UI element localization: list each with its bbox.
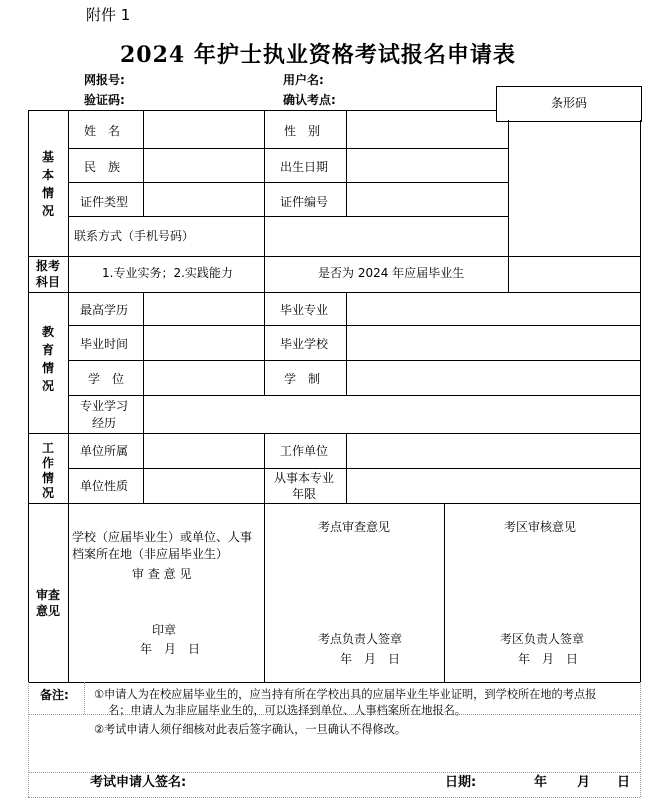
- exam-subjects: 1.专业实务；2.实践能力: [102, 266, 233, 280]
- site-review-date: 年 月 日: [340, 652, 401, 666]
- seal-label: 印章: [152, 623, 177, 637]
- study-history-line2: 经历: [92, 416, 117, 430]
- years-in-field-line2: 年限: [292, 487, 317, 501]
- fresh-graduate-question: 是否为 2024 年应届毕业生: [318, 266, 465, 280]
- id-type-label: 证件类型: [80, 195, 129, 209]
- applicant-signature-label: 考试申请人签名:: [90, 775, 187, 790]
- section-review-line2: 意见: [35, 604, 60, 618]
- section-work: 工作情况: [41, 441, 54, 500]
- attachment-label: 附件 1: [86, 6, 131, 24]
- affiliation-label: 单位所属: [80, 444, 129, 458]
- net-id-label: 网报号:: [84, 73, 125, 87]
- school-review-line2: 档案所在地（非应届毕业生）: [72, 547, 229, 561]
- section-basic-info: 基本情况: [41, 150, 54, 218]
- name-label: 姓 名: [84, 124, 121, 138]
- birth-date-label: 出生日期: [280, 160, 329, 174]
- site-signature-label: 考点负责人签章: [318, 632, 403, 646]
- degree-level-label: 最高学历: [80, 303, 129, 317]
- major-label: 毕业专业: [280, 303, 329, 317]
- district-review-title: 考区审核意见: [504, 520, 577, 534]
- page-title: 2024 年护士执业资格考试报名申请表: [120, 42, 516, 68]
- school-review-line3: 审 查 意 见: [132, 567, 192, 581]
- section-exam-line1: 报考: [35, 259, 60, 273]
- date-year-label: 年: [534, 775, 548, 790]
- school-label: 毕业学校: [280, 337, 329, 351]
- verification-code-label: 验证码:: [84, 93, 125, 107]
- section-exam-line2: 科目: [35, 275, 60, 289]
- schooling-length-label: 学 制: [284, 372, 321, 386]
- id-number-label: 证件编号: [280, 195, 329, 209]
- graduation-time-label: 毕业时间: [80, 337, 129, 351]
- years-in-field-line1: 从事本专业: [274, 471, 335, 485]
- employer-nature-label: 单位性质: [80, 479, 129, 493]
- username-label: 用户名:: [283, 73, 324, 87]
- study-history-line1: 专业学习: [80, 399, 129, 413]
- note-2: ②考试申请人须仔细核对此表后签字确认，一旦确认不得修改。: [94, 723, 407, 736]
- site-review-title: 考点审查意见: [318, 520, 391, 534]
- date-label: 日期:: [445, 775, 477, 790]
- ethnicity-label: 民 族: [84, 160, 121, 174]
- employer-label: 工作单位: [280, 444, 329, 458]
- district-review-date: 年 月 日: [518, 652, 579, 666]
- date-day-label: 日: [617, 775, 631, 790]
- academic-degree-label: 学 位: [88, 372, 125, 386]
- gender-label: 性 别: [284, 124, 321, 138]
- note-1-line2: 名；申请人为非应届毕业生的，可以选择到单位、人事档案所在地报名。: [108, 704, 467, 717]
- confirm-site-label: 确认考点:: [283, 93, 336, 107]
- section-review-line1: 审查: [35, 588, 60, 602]
- district-signature-label: 考区负责人签章: [500, 632, 585, 646]
- school-review-date: 年 月 日: [140, 642, 201, 656]
- school-review-line1: 学校（应届毕业生）或单位、人事: [72, 530, 253, 544]
- contact-label: 联系方式（手机号码）: [74, 229, 195, 243]
- barcode-label: 条形码: [550, 96, 587, 110]
- note-1-line1: ①申请人为在校应届毕业生的，应当持有所在学校出具的应届毕业生毕业证明，到学校所在地的考点报: [94, 688, 597, 701]
- section-education: 教育情况: [41, 325, 54, 393]
- notes-label: 备注:: [40, 688, 69, 702]
- date-month-label: 月: [577, 775, 591, 790]
